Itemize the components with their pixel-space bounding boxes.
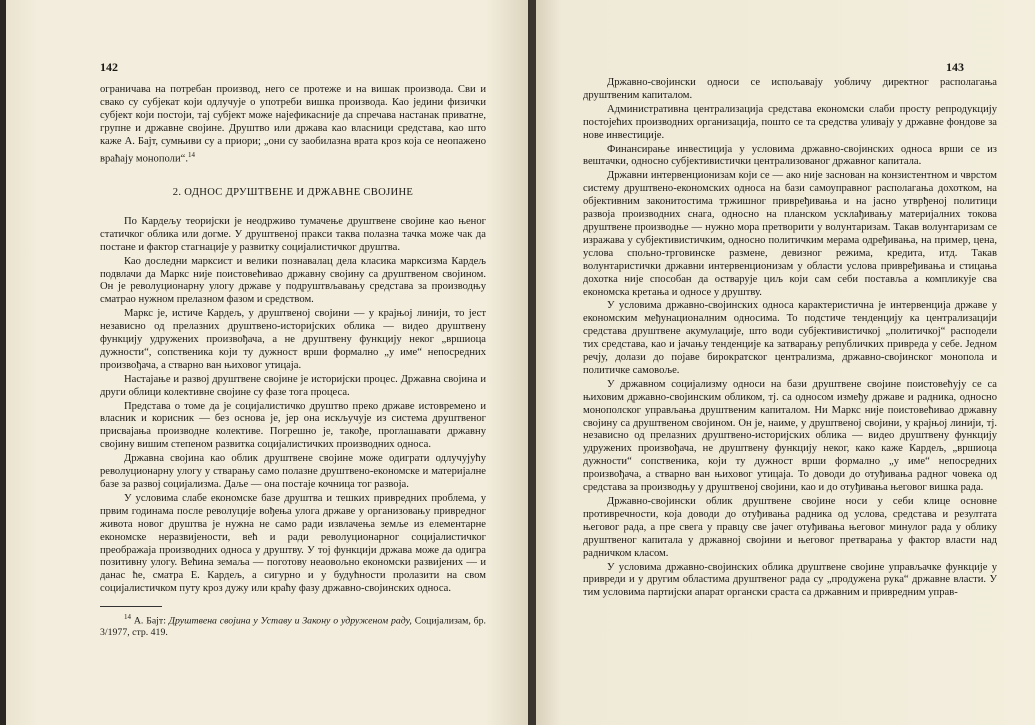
- paragraph: ограничава на потребан производ, него се протеже и на вишак производа. Сви и свако су субјекат који одлучује о употреби вишка производа. Као једини физички субјект који постоји, тај субјект може најефикасније да спречава настанак приватне, групне и државне својине. Друштво или држава као власници средстава, као што каже А. Бајт, сумњиви су а приори; „они су заобилазна врата кроз која се неопажено враћају монополи“.$^{14}$: [100, 84, 486, 165]
- paragraph: Државно-својински односи се испољавају уобличу директног располагања друштвеним капиталом.: [583, 77, 997, 101]
- section-title: 2. ОДНОС ДРУШТВЕНЕ И ДРЖАВНЕ СВОЈИНЕ: [172, 186, 414, 198]
- paragraph: Настајање и развој друштвене својине је историјски процес. Државна својина и други облици колективне својине су фазе тога процеса.: [100, 373, 486, 398]
- right-page: [536, 0, 1035, 725]
- paragraph: У државном социјализму односи на бази друштвене својине поистовећују се са њиховим државно-својинским обликом, тј. са односом између државе и радника, односно монополског управљања друштвеним капиталом. Ни Маркс није поистовећивао државну својину са друштвеном својином. Он је, наиме, у друштвеној својини, у крајњој линији, тј. независно од прелазних друштвено-историјских облика — видео друштвену функцију удружених произвођача, не друштвену функцију неког, како каже Кардељ, „вршиоца дужности“ сопственика, који ту дужност врши формално „у име“ непосредних произвођача, а стварно ван њиховог утицаја. То доводи до отуђивања радног човека од средстава за производњу у друштвеној својини, као и до отуђивања његовог вишка рада.: [583, 378, 997, 494]
- footnote-ref: 14: [188, 150, 195, 159]
- left-page: [6, 0, 528, 725]
- paragraph: Као доследни марксист и велики познавалац дела класика марксизма Кардељ подвлачи да Маркс није поистовећивао државну својину са друштвеном својином. Он је револуционарну улогу државе у подруштвљавању средстава за производњу сматрао нужном прелазном фазом и средством.: [100, 255, 486, 306]
- footnote-divider: [100, 606, 162, 607]
- page-number: 143: [946, 60, 964, 74]
- left-page-text: [100, 84, 486, 640]
- book-gutter: [528, 0, 536, 725]
- paragraph: Државна својина као облик друштвене својине може одиграти одлучујућу револуционарну улогу у стварању само полазне друштвено-економске и материјалне базе за развој социјализма. Даље — она постаје кочница тог развоја.: [100, 453, 486, 490]
- paragraph: Административна централизација средстава економски слаби просту репродукцију постојећих производних организација, пошто се та средства уливају у државне фондове за нове инвестиције.: [583, 103, 997, 141]
- paragraph: Државно-својински облик друштвене својине носи у себи клице основне противречности, која доводи до отуђивања радника од услова, средстава и резултата његовог рада, а пре свега у правцу све јачег отуђивања његовог минулог рада у облику друштвеног капитала у државној својини и његовог претварања у фактор власти над радничком класом.: [583, 496, 997, 559]
- paragraph: Представа о томе да је социјалистичко друштво преко државе истовремено и власник и корисник — без основа је, јер она искључује из система друштвеног присвајања производне колективе. Погрешно је, такође, проглашавати државну својину вишим степеном развитка социјалистичких производних односа.: [100, 400, 486, 451]
- footnote-source: Социјализам, бр. 3/1977, стр. 419.: [100, 615, 486, 639]
- footnote-number: 14: [124, 613, 131, 622]
- paragraph: Маркс је, истиче Кардељ, у друштвеној својини — у крајњој линији, то јест независно од прелазних друштвено-историјских облика — видео друштвену функцију удружених произвођача, а не друштвену функцију неког „вршиоца дужности“, сопственика који ту дужност врши формално „у име“ непосредних произвођача, а стварно ван њиховог утицаја.: [100, 308, 486, 371]
- right-page-text: [583, 77, 997, 601]
- paragraph: У условима слабе економске базе друштва и тешких привредних проблема, у првим годинама после револуције вођења улога државе у организовању привредног живота новог друштва је нужна не само ради извлачења земље из елементарне економске неразвијености, већ и ради револуционарног социјалистичког преображаја производних односа у друштву. У тој функцији држава може да одигра позитивну улогу. Већина земаља — поготову неаовољно економски развијених — и данас ће, сматра Е. Кардељ, а сигурно и у будућности пролазити на свом социјалистичком путу кроз дужу или краћу фазу државно-својинских односа.: [100, 492, 486, 595]
- paragraph: Државни интервенционизам који се — ако није заснован на конзистентном и чврстом систему друштвено-економских односа на бази самоуправног располагања дохотком, на објективним законитостима тржишног привређивања и на јасно утврђеној политици развоја производних снага, односно на планском усклађивању материјалних токова друштвене производње — нужно мора претворити у волунтаризам. Такав волунтаризам се изражава у субјективистичким, односно политичким мерама одређивања, на пример, цена, услова спољно-трговинске размене, девизног режима, кредита, итд. Такав волунтаристички државни интервенционизам у области услова привређивања и стицања дохотка није способан да остварује циљ који сам себи поставља а компликује сва економска кретања и односе у друштву.: [583, 170, 997, 298]
- footnote-title: Друштвена својина у Уставу и Закону о удруженом раду,: [168, 615, 412, 627]
- footnote-author: А. Бајт:: [133, 615, 166, 627]
- footnote: [100, 611, 486, 639]
- paragraph: У условима државно-својинских облика друштвене својине управљачке функције у привреди и у другим областима друштвеног рада су „продужена рука“ државне власти. У тим условима партијски апарат органски сраста са државним и привредним управ-: [583, 561, 997, 599]
- paragraph: У условима државно-својинских односа карактеристична је интервенција државе у економским међунационалним односима. То подстиче тенденцију ка централизацији средстава друштвене акумулације, што води субјективистичкој „политичкој“ расподели тих средстава, као и јачању тенденције ка затварању републичких привреда у себе. Једном речју, долази до појаве бирократског централизма, државно-својинског монопола и политичке самовоље.: [583, 300, 997, 376]
- page-number: 142: [100, 60, 118, 74]
- paragraph: По Кардељу теоријски је неодрживо тумачење друштвене својине као њеног статичког облика или догме. У друштвеној пракси таква полазна тачка може чак да постане и фактор стагнације у развитку социјалистичког друштва.: [100, 215, 486, 253]
- paragraph: Финансирање инвестиција у условима државно-својинских односа врши се из вештачки, односно субјективистички централизованог државног капитала.: [583, 143, 997, 168]
